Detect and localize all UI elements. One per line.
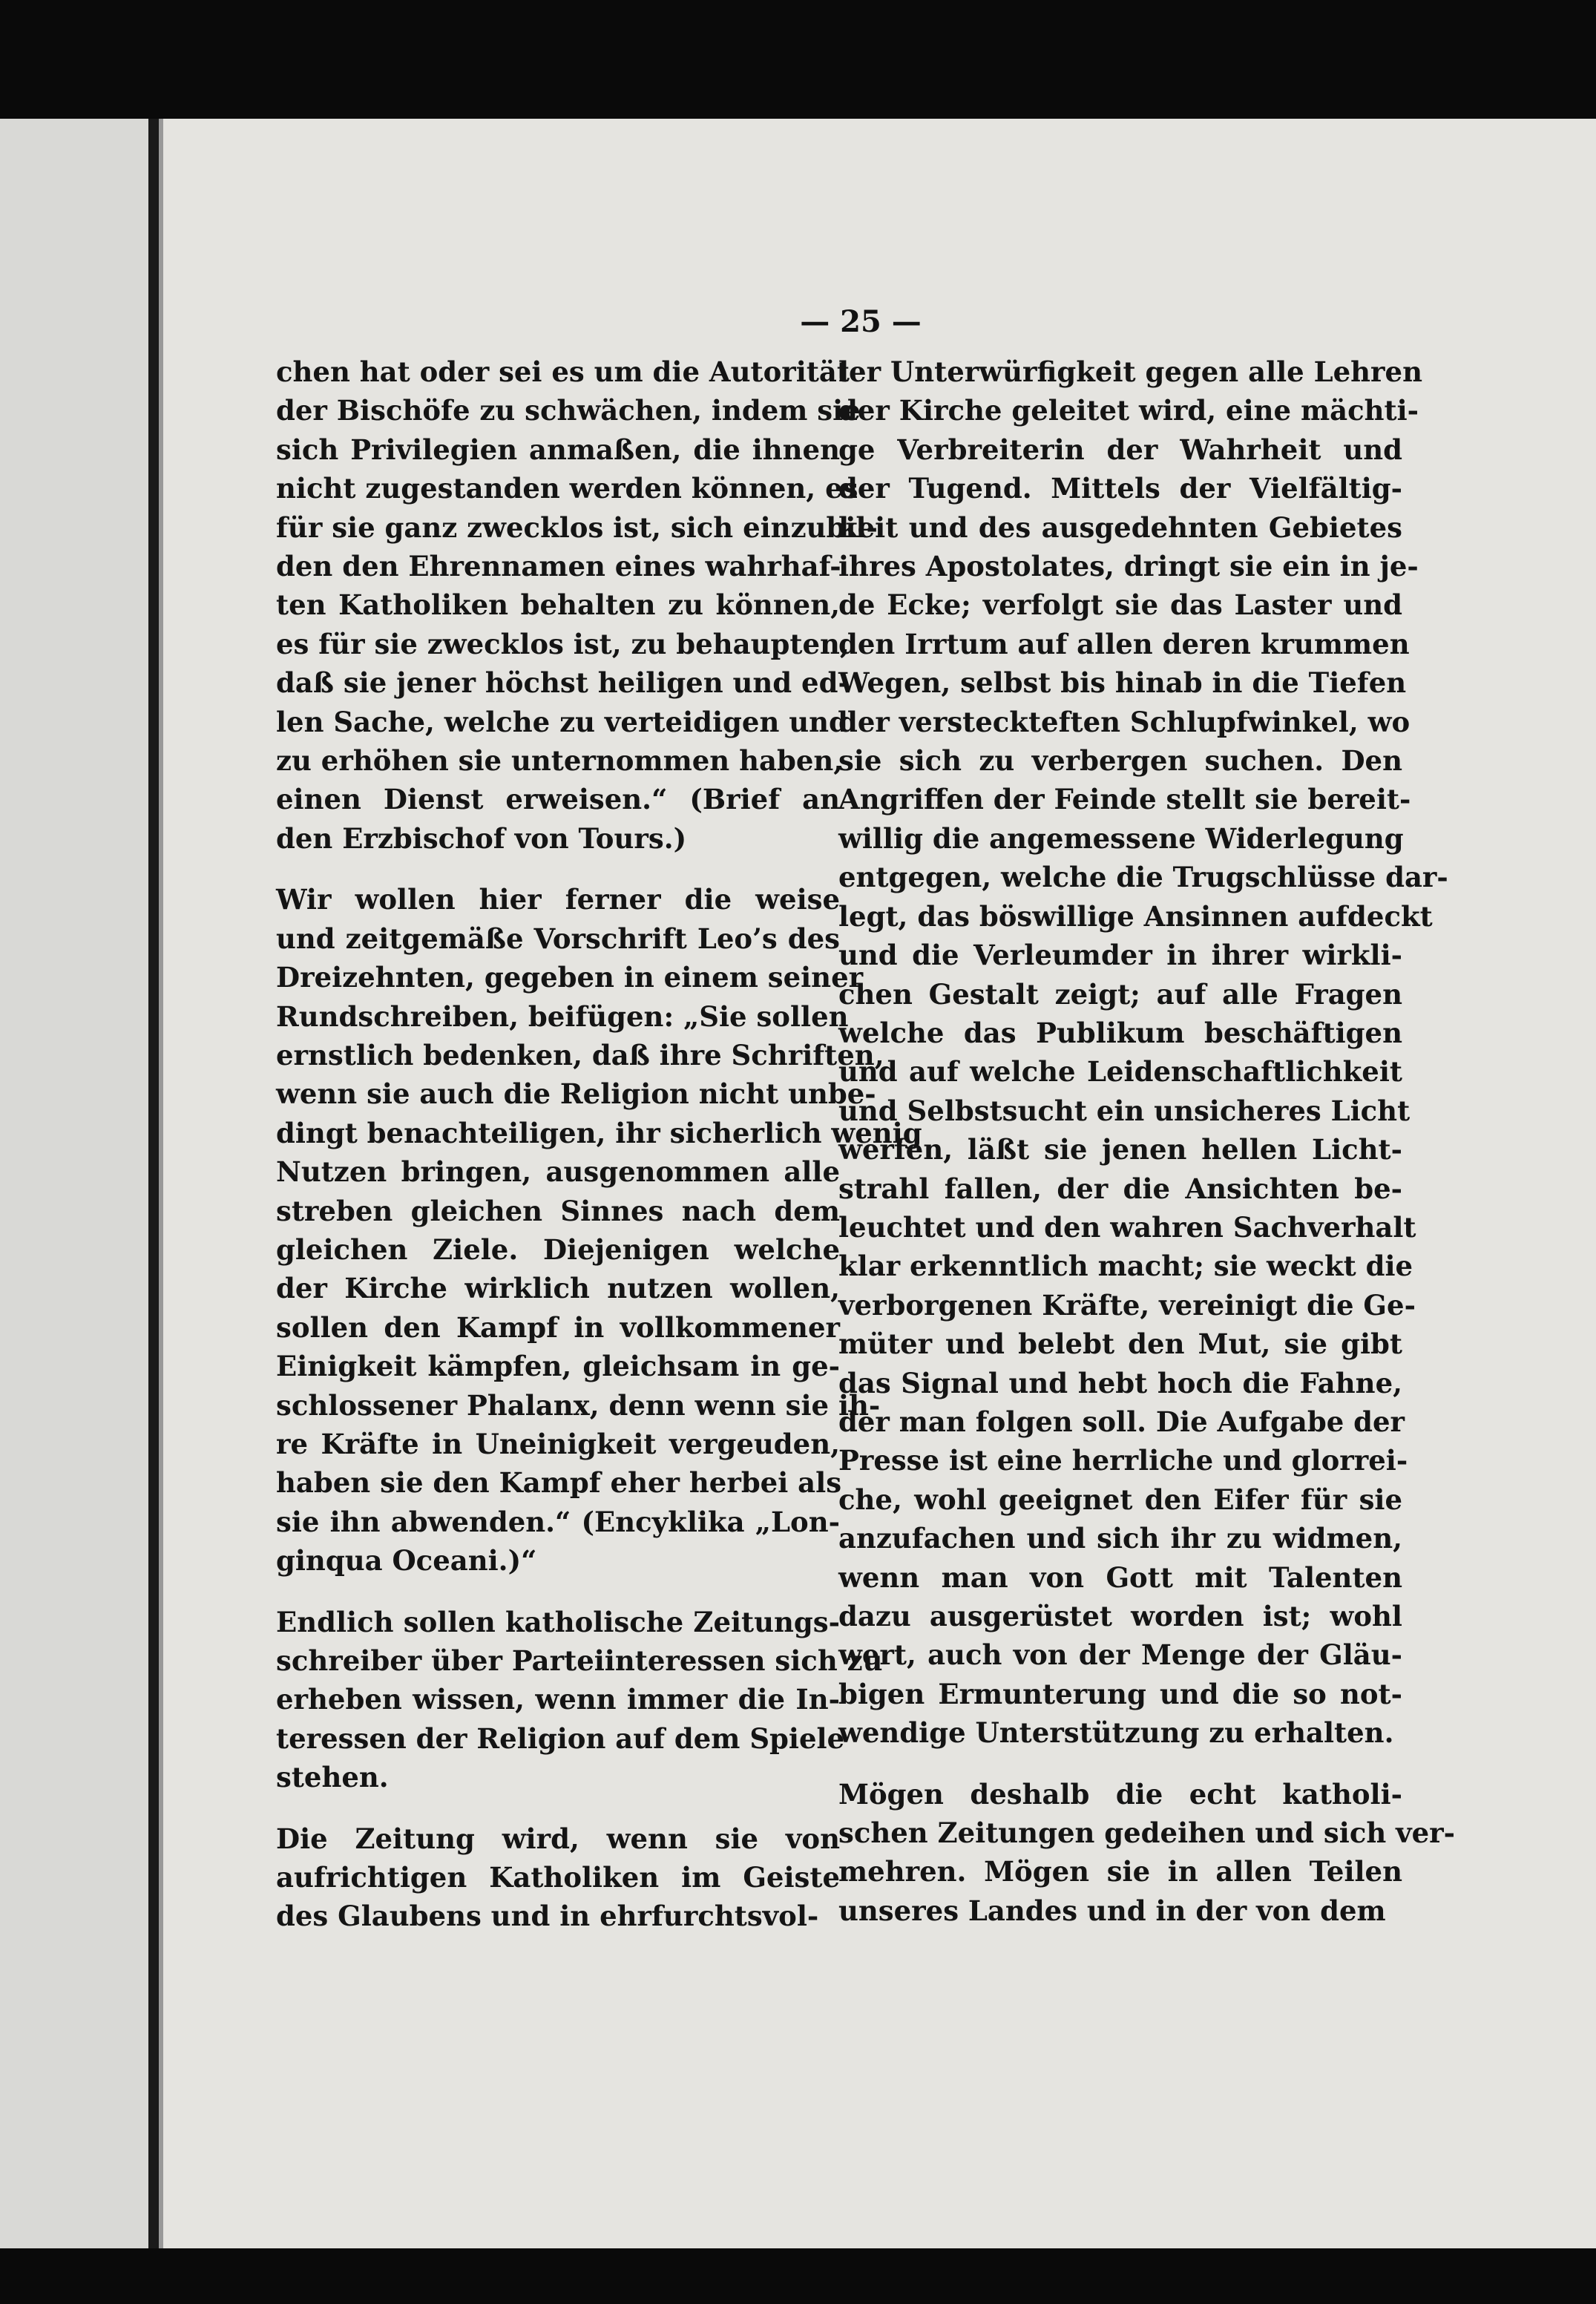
text-line: der Kirche geleitet wird, eine mächti- [838,394,1419,427]
text-line: für sie ganz zwecklos ist, sich einzubil- [276,511,878,544]
text-line: erheben wissen, wenn immer die In- [276,1683,840,1716]
text-line: der versteckteften Schlupfwinkel, wo [838,705,1411,738]
text-line: ten Katholiken behalten zu können, [276,588,840,622]
facing-page-edge [0,119,151,2248]
text-line: Presse ist eine herrliche und glorrei- [838,1444,1408,1477]
text-line: keit und des ausgedehnten Gebietes [838,511,1402,544]
paragraph-gap [276,1797,840,1819]
text-line: zu erhöhen sie unternommen haben, [276,744,844,778]
text-line: den Irrtum auf allen deren krummen [838,627,1410,660]
text-line: der man folgen soll. Die Aufgabe der [838,1405,1405,1438]
text-line: der Bischöfe zu schwächen, indem sie [276,394,861,427]
text-line: sie ihn abwenden.“ (Encyklika „Lon- [276,1505,840,1538]
text-line: Einigkeit kämpfen, gleichsam in ge- [276,1350,840,1383]
paragraph [276,1603,883,1797]
text-line: Dreizehnten, gegeben in einem seiner [276,961,864,994]
paragraph-gap [276,858,840,880]
text-line: che, wohl geeignet den Eifer für sie [838,1483,1402,1516]
paragraph [838,1775,1456,1931]
paragraph-gap [276,1581,840,1603]
text-line: legt, das böswillige Ansinnen aufdeckt [838,899,1433,933]
text-line: willig die angemessene Widerlegung [838,821,1404,855]
text-line: Nutzen bringen, ausgenommen alle [276,1155,840,1189]
text-column-left [276,352,922,1936]
text-line: verborgenen Kräfte, vereinigt die Ge- [838,1288,1416,1322]
text-line: Endlich sollen katholische Zeitungs- [276,1605,840,1638]
text-line: wenn man von Gott mit Talenten [838,1560,1402,1594]
text-line: klar erkenntlich macht; sie weckt die [838,1250,1413,1283]
text-line: der Kirche wirklich nutzen wollen, [276,1272,840,1305]
paragraph-gap [838,1753,1402,1775]
text-line: und auf welche Leidenschaftlichkeit [838,1055,1402,1089]
text-line: und Selbstsucht ein unsicheres Licht [838,1094,1411,1127]
text-line: mehren. Mögen sie in allen Teilen [838,1855,1402,1888]
text-line: bigen Ermunterung und die so not- [838,1677,1402,1710]
page-gutter [148,119,159,2248]
text-line: müter und belebt den Mut, sie gibt [838,1327,1402,1361]
text-line: teressen der Religion auf dem Spiele [276,1722,845,1755]
text-line: es für sie zwecklos ist, zu behaupten, [276,627,850,660]
text-line: len Sache, welche zu verteidigen und [276,705,848,738]
text-line: streben gleichen Sinnes nach dem [276,1194,840,1227]
text-line: Wegen, selbst bis hinab in die Tiefen [838,666,1407,700]
text-line: Rundschreiben, beifügen: „Sie sollen [276,1000,849,1033]
text-line: Die Zeitung wird, wenn sie von [276,1822,840,1855]
text-line: nicht zugestanden werden können, es [276,472,858,505]
text-line: unseres Landes und in der von dem [838,1894,1386,1927]
text-line: re Kräfte in Uneinigkeit vergeuden, [276,1427,840,1460]
text-line: ge Verbreiterin der Wahrheit und [838,433,1402,466]
text-line: gleichen Ziele. Diejenigen welche [276,1233,840,1266]
text-line: und zeitgemäße Vorschrift Leo’s des [276,922,840,955]
text-line: Angriffen der Feinde stellt sie bereit- [838,783,1411,816]
text-line: chen hat oder sei es um die Autorität [276,355,850,388]
text-line: chen Gestalt zeigt; auf alle Fragen [838,977,1402,1011]
text-line: anzufachen und sich ihr zu widmen, [838,1522,1402,1555]
text-line: das Signal und hebt hoch die Fahne, [838,1366,1402,1399]
text-line: sie sich zu verbergen suchen. Den [838,744,1402,778]
text-line: dazu ausgerüstet worden ist; wohl [838,1600,1402,1632]
text-line: ihres Apostolates, dringt sie ein in je- [838,550,1419,583]
page-number: — 25 — [800,304,922,339]
text-line: sich Privilegien anmaßen, die ihnen [276,433,840,466]
text-line: werfen, läßt sie jenen hellen Licht- [838,1133,1402,1166]
text-line: wenn sie auch die Religion nicht unbe- [276,1077,876,1111]
text-line: sollen den Kampf in vollkommener [276,1310,840,1344]
text-column-right [838,352,1456,1930]
text-line: schreiber über Parteiinteressen sich zu [276,1644,883,1677]
text-line: wert, auch von der Menge der Gläu- [838,1638,1402,1672]
paragraph [276,880,922,1580]
text-line: leuchtet und den wahren Sachverhalt [838,1210,1416,1244]
text-line: Mögen deshalb die echt katholi- [838,1777,1402,1811]
text-line: und die Verleumder in ihrer wirkli- [838,939,1402,972]
paragraph [276,1819,840,1936]
text-line: dingt benachteiligen, ihr sicherlich wenig [276,1116,922,1149]
text-line: schlossener Phalanx, denn wenn sie ih- [276,1388,881,1422]
text-line: des Glaubens und in ehrfurchtsvol- [276,1900,819,1933]
text-line: einen Dienst erweisen.“ (Brief an [276,783,840,816]
text-line: Wir wollen hier ferner die weise [276,883,840,916]
text-line: stehen. [276,1761,389,1794]
text-line: schen Zeitungen gedeihen und sich ver- [838,1816,1456,1850]
text-line: strahl fallen, der die Ansichten be- [838,1172,1402,1205]
text-line: ler Unterwürfigkeit gegen alle Lehren [838,355,1422,388]
text-line: welche das Publikum beschäftigen [838,1016,1402,1049]
text-line: wendige Unterstützung zu erhalten. [838,1716,1394,1750]
paragraph [838,352,1448,1753]
text-line: haben sie den Kampf eher herbei als [276,1466,842,1500]
text-line: entgegen, welche die Trugschlüsse dar- [838,861,1448,894]
text-line: aufrichtigen Katholiken im Geiste [276,1861,840,1894]
text-line: daß sie jener höchst heiligen und ed- [276,666,850,700]
text-line: de Ecke; verfolgt sie das Laster und [838,588,1402,622]
paragraph [276,352,878,858]
text-line: den den Ehrennamen eines wahrhaf- [276,550,841,583]
text-line: ernstlich bedenken, daß ihre Schriften, [276,1038,884,1071]
text-line: den Erzbischof von Tours.) [276,821,687,855]
text-line: ginqua Oceani.)“ [276,1544,537,1578]
text-line: der Tugend. Mittels der Vielfältig- [838,472,1402,505]
